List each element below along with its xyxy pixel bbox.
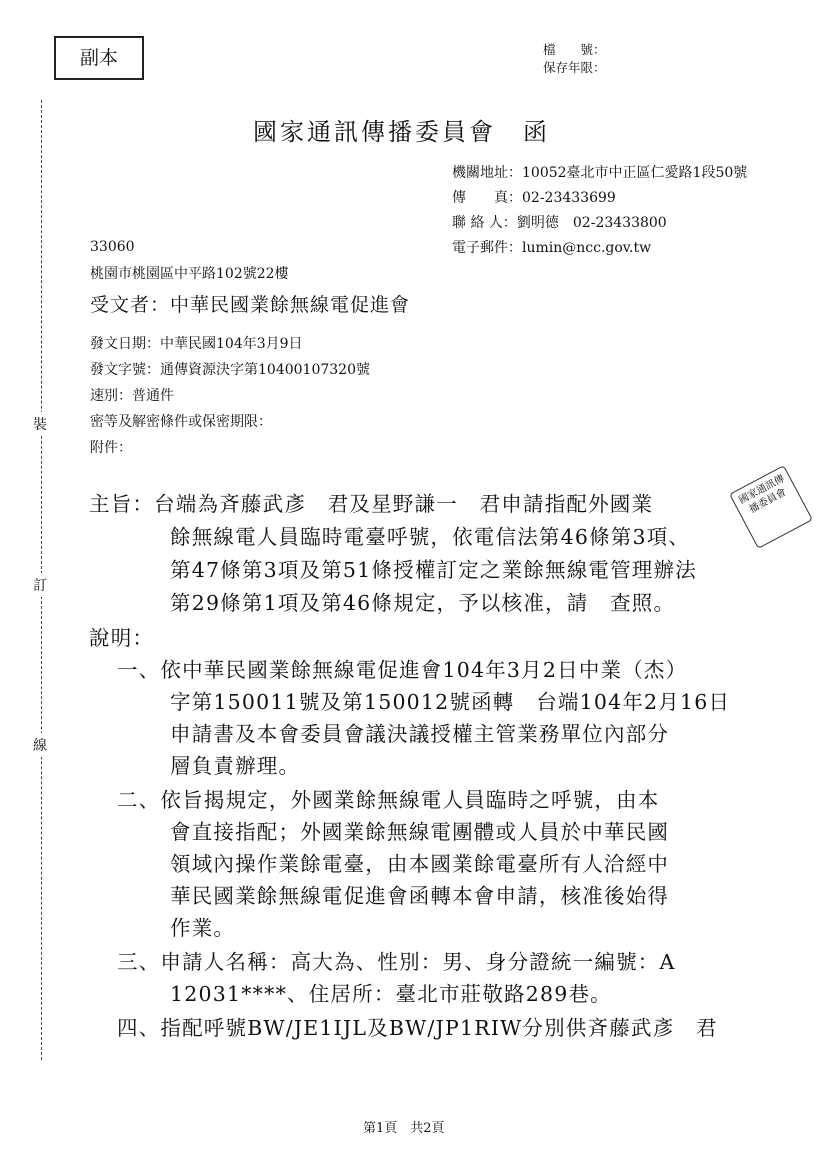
sender-contact: 聯 絡 人：劉明德 02-23433800 <box>452 215 667 231</box>
postal-code: 33060 <box>90 239 135 255</box>
attachments: 附件： <box>90 440 132 456</box>
sender-email: 電子郵件：lumin@ncc.gov.tw <box>452 240 652 256</box>
explanation-item-3: 三、申請人名稱：高大為、性別：男、身分證統一編號：A <box>117 950 676 974</box>
binding-char-ding: 訂 <box>33 573 47 597</box>
explanation-item-3: 12031****、住居所：臺北市莊敬路289巷。 <box>170 982 612 1006</box>
explanation-item-2: 二、依旨揭規定，外國業餘無線電人員臨時之呼號，由本 <box>117 788 660 812</box>
explanation-item-2: 作業。 <box>170 916 236 940</box>
explanation-item-1: 一、依中華民國業餘無線電促進會104年3月2日中業（杰） <box>117 658 688 682</box>
subject-line: 主旨：台端為斉藤武彥 君及星野謙一 君申請指配外國業 <box>89 492 654 516</box>
page-number: 第1頁 共2頁 <box>363 1121 445 1136</box>
subject-line: 餘無線電人員臨時電臺呼號，依電信法第46條第3項、 <box>170 525 691 549</box>
sender-address: 機關地址：10052臺北市中正區仁愛路1段50號 <box>452 165 748 181</box>
retention-period-label: 保存年限： <box>543 60 606 75</box>
explanation-item-1: 字第150011號及第150012號函轉 台端104年2月16日 <box>170 690 731 714</box>
subject-line: 第47條第3項及第51條授權訂定之業餘無線電管理辦法 <box>170 558 697 582</box>
sender-fax: 傳 真：02-23433699 <box>452 190 616 206</box>
issue-date: 發文日期：中華民國104年3月9日 <box>90 336 303 352</box>
binding-char-zhuang: 裝 <box>33 412 47 436</box>
document-title: 國家通訊傳播委員會 函 <box>253 118 550 146</box>
explanation-item-2: 會直接指配；外國業餘無線電團體或人員於中華民國 <box>170 820 670 844</box>
binding-char-xian: 線 <box>33 733 47 757</box>
explanation-item-1: 層負責辦理。 <box>170 754 301 778</box>
file-number-label: 檔 號： <box>543 42 606 57</box>
recipient: 受文者：中華民國業餘無線電促進會 <box>90 294 411 316</box>
explanation-item-2: 華民國業餘無線電促進會函轉本會申請，核准後始得 <box>170 884 670 908</box>
copy-label-box: 副本 <box>54 36 144 80</box>
official-stamp: 國家通訊傳播委員會 <box>729 465 813 549</box>
explanation-heading: 說明： <box>89 626 155 650</box>
urgency: 速別：普通件 <box>90 388 174 404</box>
explanation-item-4: 四、指配呼號BW/JE1IJL及BW/JP1RIW分別供斉藤武彥 君 <box>117 1016 718 1040</box>
subject-line: 第29條第1項及第46條規定，予以核准，請 查照。 <box>170 591 676 615</box>
explanation-item-1: 申請書及本會委員會議決議授權主管業務單位內部分 <box>170 722 670 746</box>
confidentiality: 密等及解密條件或保密期限： <box>90 414 272 430</box>
recipient-address: 桃園市桃園區中平路102號22樓 <box>90 266 289 282</box>
document-number: 發文字號：通傳資源決字第10400107320號 <box>90 362 370 378</box>
explanation-item-2: 領域內操作業餘電臺，由本國業餘電臺所有人洽經中 <box>170 852 670 876</box>
